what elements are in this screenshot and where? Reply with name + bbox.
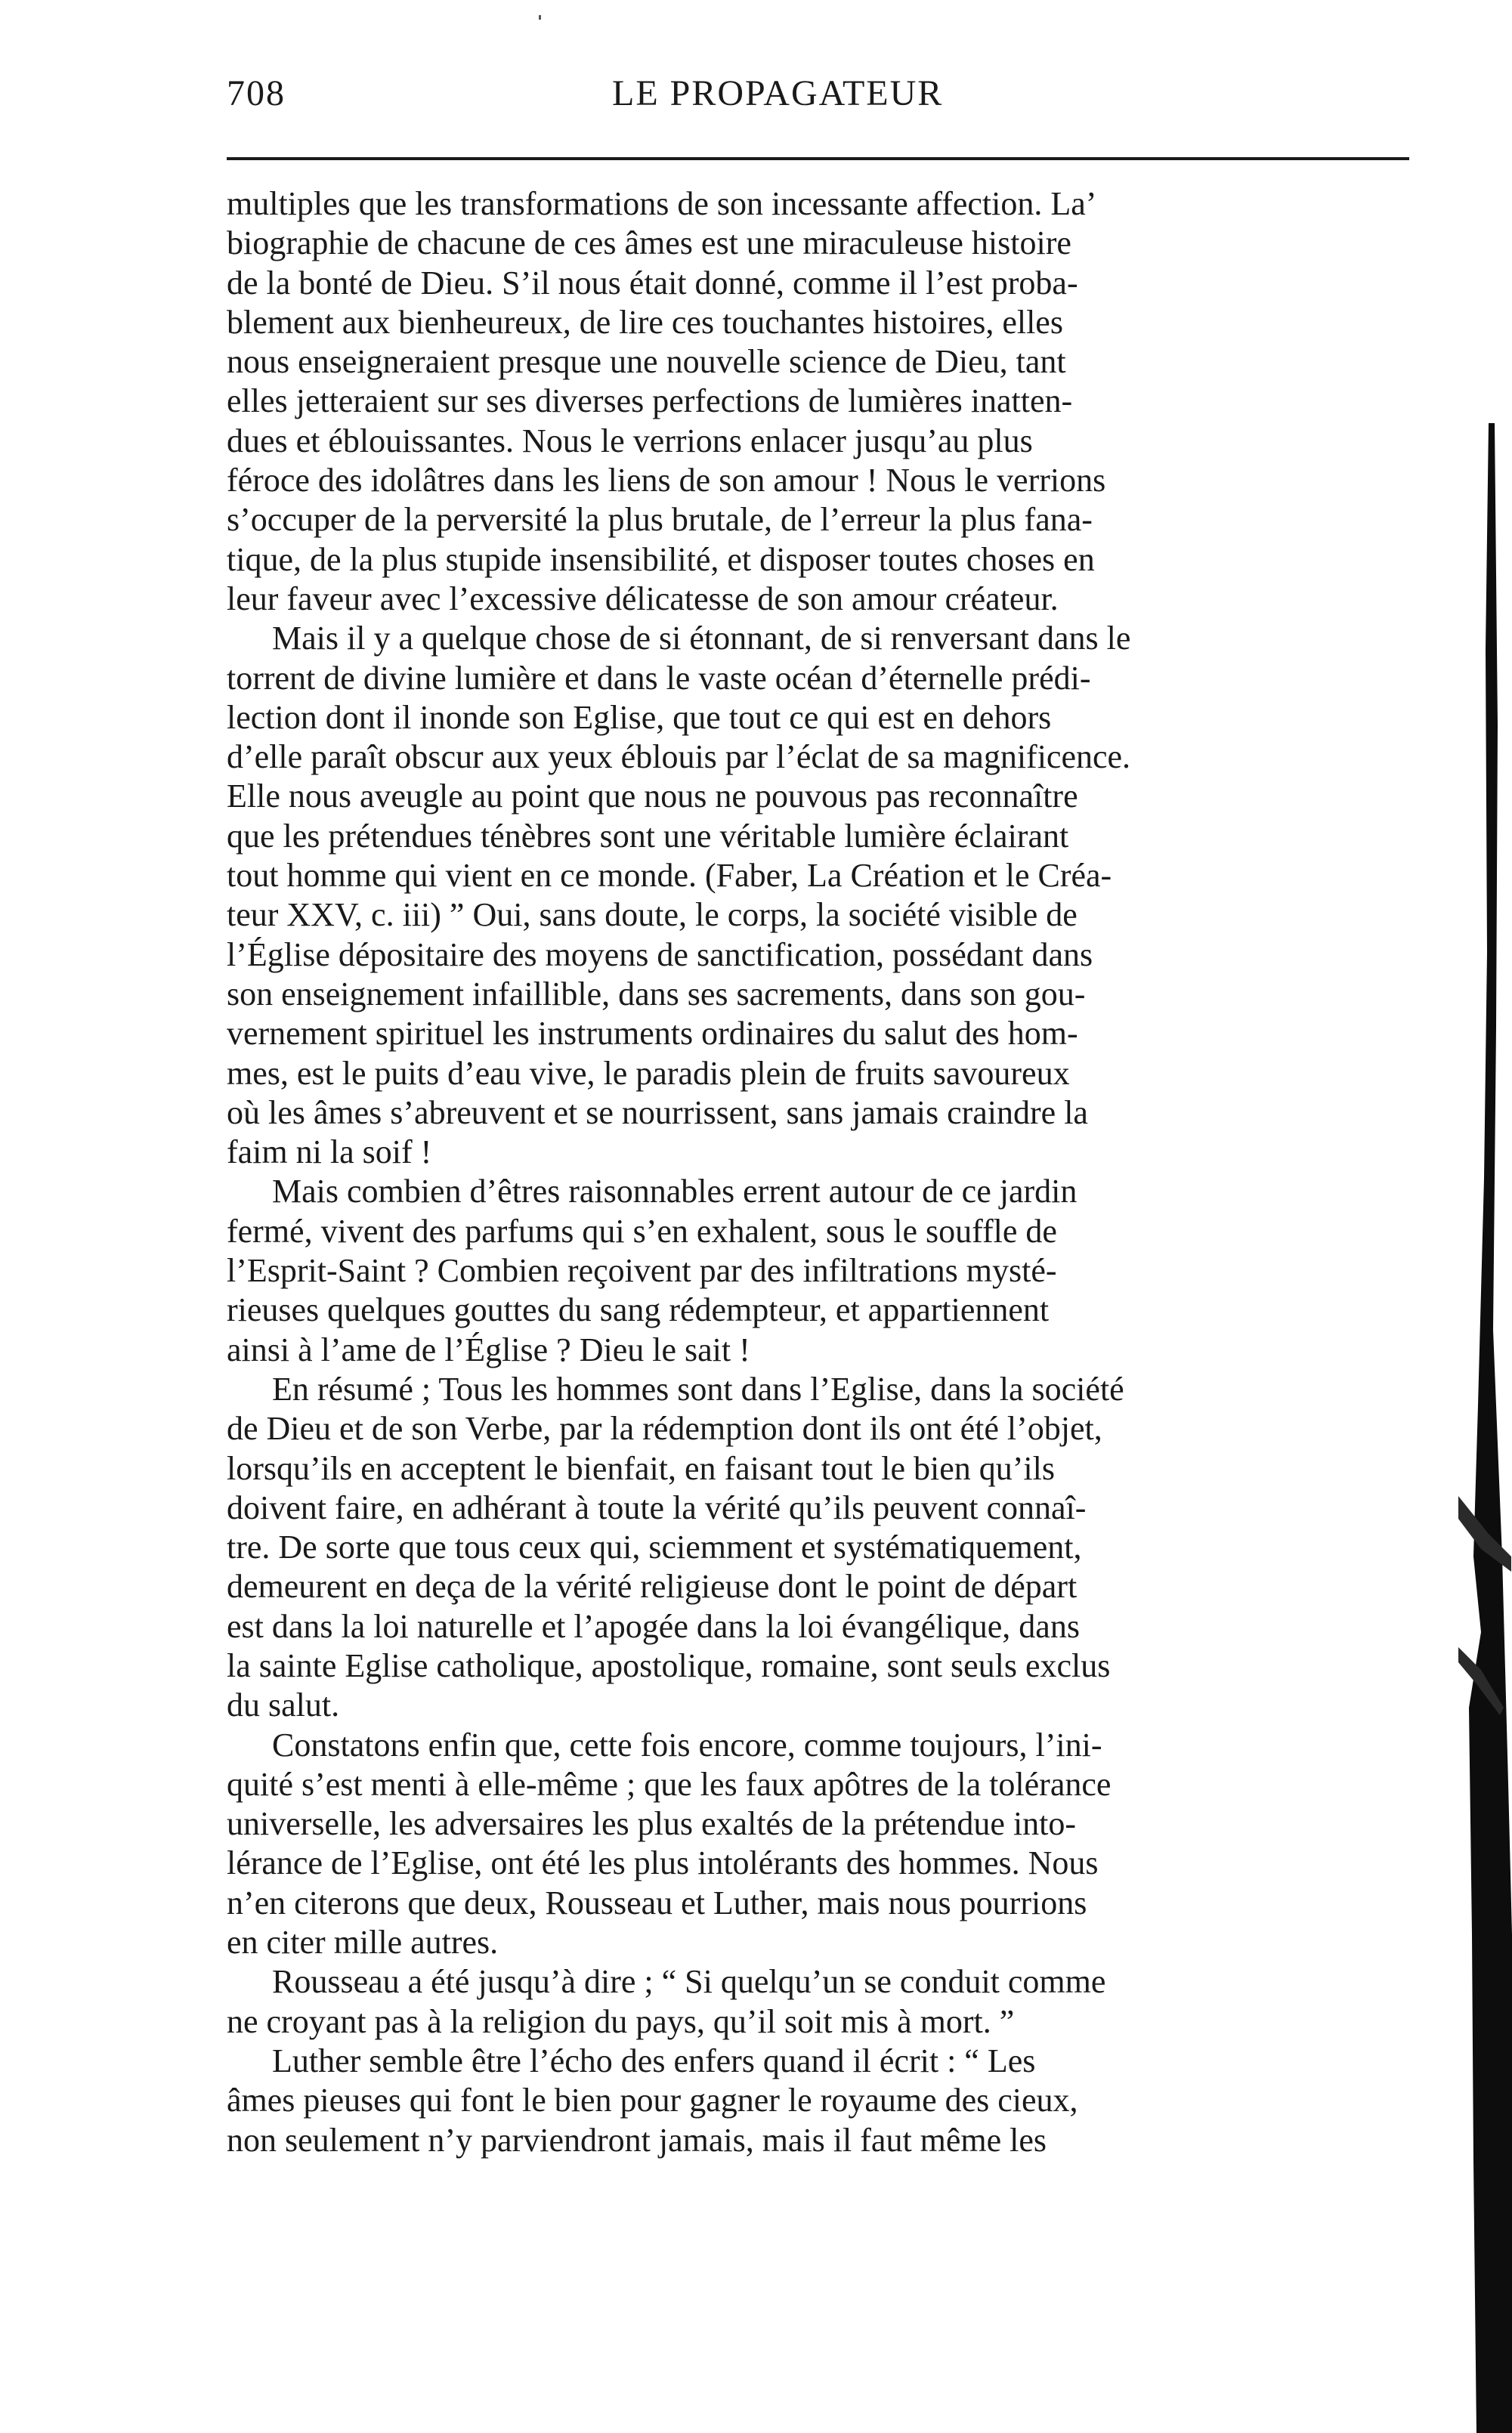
running-title: LE PROPAGATEUR <box>612 73 944 113</box>
text-line: torrent de divine lumière et dans le vaste océan d’éternelle prédi- <box>227 659 1091 697</box>
text-line: universelle, les adversaires les plus exaltés de la prétendue into- <box>227 1805 1077 1843</box>
text-line: s’occuper de la perversité la plus brutale, de l’erreur la plus fana- <box>227 501 1093 539</box>
text-line: ainsi à l’ame de l’Église ? Dieu le sait ! <box>227 1331 750 1368</box>
text-line: féroce des idolâtres dans les liens de son amour ! Nous le verrions <box>227 462 1106 499</box>
text-line: biographie de chacune de ces âmes est une miraculeuse histoire <box>227 224 1071 262</box>
text-line: lorsqu’ils en acceptent le bienfait, en faisant tout le bien qu’ils <box>227 1449 1055 1487</box>
text-line: dues et éblouissantes. Nous le verrions enlacer jusqu’au plus <box>227 422 1033 459</box>
text-line: Elle nous aveugle au point que nous ne pouvous pas reconnaître <box>227 778 1078 815</box>
body-text <box>227 184 1409 2160</box>
text-line: Mais combien d’êtres raisonnables errent autour de ce jardin <box>272 1173 1078 1210</box>
text-line: fermé, vivent des parfums qui s’en exhalent, sous le souffle de <box>227 1212 1057 1250</box>
text-line: blement aux bienheureux, de lire ces touchantes histoires, elles <box>227 303 1063 341</box>
text-line: où les âmes s’abreuvent et se nourrissent, sans jamais craindre la <box>227 1093 1088 1131</box>
text-line: Constatons enfin que, cette fois encore, comme toujours, l’ini- <box>272 1726 1102 1764</box>
text-line: multiples que les transformations de son incessante affection. La’ <box>227 185 1097 222</box>
text-line: tre. De sorte que tous ceux qui, sciemment et systématiquement, <box>227 1529 1082 1566</box>
text-line: ne croyant pas à la religion du pays, qu’il soit mis à mort. ” <box>227 2002 1015 2040</box>
text-line: de Dieu et de son Verbe, par la rédemption dont ils ont été l’objet, <box>227 1410 1102 1448</box>
text-line: elles jetteraient sur ses diverses perfections de lumières inatten- <box>227 382 1073 420</box>
text-line: doivent faire, en adhérant à toute la vérité qu’ils peuvent connaî- <box>227 1489 1087 1526</box>
text-line: Luther semble être l’écho des enfers quand il écrit : “ Les <box>272 2042 1036 2079</box>
text-line: Mais il y a quelque chose de si étonnant, de si renversant dans le <box>272 620 1131 657</box>
text-line: âmes pieuses qui font le bien pour gagner le royaume des cieux, <box>227 2082 1078 2119</box>
text-line: d’elle paraît obscur aux yeux éblouis par l’éclat de sa magnificence. <box>227 738 1131 776</box>
text-line: en citer mille autres. <box>227 1924 499 1962</box>
text-line: tout homme qui vient en ce monde. (Faber, La Création et le Créa- <box>227 857 1112 895</box>
ink-speck <box>539 15 541 20</box>
page-number: 708 <box>227 73 286 113</box>
text-line: la sainte Eglise catholique, apostolique, romaine, sont seuls exclus <box>227 1646 1111 1684</box>
text-line: quité s’est menti à elle-même ; que les faux apôtres de la tolérance <box>227 1765 1112 1803</box>
text-line: vernement spirituel les instruments ordinaires du salut des hom- <box>227 1015 1078 1053</box>
text-line: mes, est le puits d’eau vive, le paradis plein de fruits savoureux <box>227 1054 1070 1092</box>
text-line: rieuses quelques gouttes du sang rédempteur, et appartiennent <box>227 1291 1050 1329</box>
page-edge-shadow <box>1458 423 1512 2433</box>
text-line: son enseignement infaillible, dans ses sacrements, dans son gou- <box>227 975 1086 1012</box>
header-rule <box>227 157 1409 160</box>
text-line: faim ni la soif ! <box>227 1133 432 1171</box>
running-header <box>227 73 1409 125</box>
text-line: nous enseigneraient presque une nouvelle science de Dieu, tant <box>227 343 1066 381</box>
text-line: que les prétendues ténèbres sont une véritable lumière éclairant <box>227 817 1069 855</box>
text-line: En résumé ; Tous les hommes sont dans l’Eglise, dans la société <box>272 1370 1124 1408</box>
text-line: tique, de la plus stupide insensibilité, et disposer toutes choses en <box>227 540 1095 578</box>
text-line: non seulement n’y parviendront jamais, mais il faut même les <box>227 2121 1047 2159</box>
text-line: du salut. <box>227 1686 340 1724</box>
text-line: de la bonté de Dieu. S’il nous était donné, comme il l’est proba- <box>227 264 1078 301</box>
text-line: est dans la loi naturelle et l’apogée dans la loi évangélique, dans <box>227 1607 1080 1645</box>
text-line: leur faveur avec l’excessive délicatesse de son amour créateur. <box>227 580 1059 617</box>
text-line: n’en citerons que deux, Rousseau et Luther, mais nous pourrions <box>227 1884 1087 1921</box>
text-line: l’Église dépositaire des moyens de sanctification, possédant dans <box>227 935 1093 973</box>
text-line: demeurent en deça de la vérité religieuse dont le point de départ <box>227 1568 1078 1606</box>
text-line: lection dont il inonde son Eglise, que tout ce qui est en dehors <box>227 698 1052 736</box>
text-line: lérance de l’Eglise, ont été les plus intolérants des hommes. Nous <box>227 1844 1099 1882</box>
text-line: Rousseau a été jusqu’à dire ; “ Si quelqu’un se conduit comme <box>272 1963 1106 2001</box>
text-line: l’Esprit-Saint ? Combien reçoivent par des infiltrations mysté- <box>227 1252 1057 1290</box>
text-line: teur XXV, c. iii) ” Oui, sans doute, le corps, la société visible de <box>227 896 1078 934</box>
